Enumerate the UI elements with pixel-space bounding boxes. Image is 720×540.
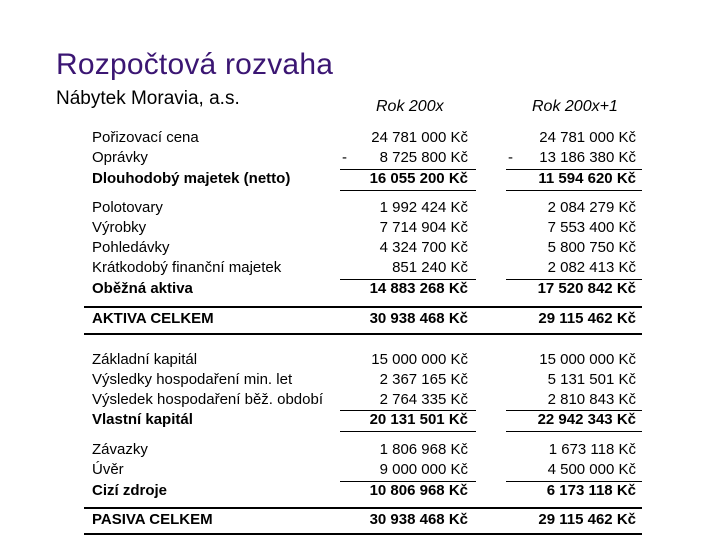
total-separator (84, 507, 642, 509)
subtotal-line (340, 431, 476, 432)
column-header-year-1: Rok 200x (376, 98, 444, 115)
value-year-1: 1 806 968 Kč (379, 441, 468, 458)
value-year-1: 30 938 468 Kč (369, 511, 468, 528)
row-label: Vlastní kapitál (92, 411, 193, 428)
value-year-1: 8 725 800 Kč (379, 149, 468, 166)
row-label: Základní kapitál (92, 351, 198, 368)
value-year-1: 30 938 468 Kč (369, 310, 468, 327)
row-label: Polotovary (92, 199, 163, 216)
row-label: Dlouhodobý majetek (netto) (92, 170, 291, 187)
table-row (92, 440, 652, 460)
value-year-1: 20 131 501 Kč (369, 411, 468, 428)
subtotal-line (506, 190, 642, 191)
value-year-1: 2 764 335 Kč (379, 391, 468, 408)
value-year-1: 24 781 000 Kč (371, 129, 468, 146)
table-row (92, 370, 652, 390)
value-year-2: 2 810 843 Kč (547, 391, 636, 408)
row-label: Pořizovací cena (92, 129, 199, 146)
value-year-2: 2 082 413 Kč (547, 259, 636, 276)
table-row (92, 390, 652, 410)
subtotal-row (92, 481, 652, 501)
row-label: Výrobky (92, 219, 147, 236)
page-title: Rozpočtová rozvaha (56, 48, 334, 81)
value-year-2: 2 084 279 Kč (547, 199, 636, 216)
table-row (92, 198, 652, 218)
table-row (92, 218, 652, 238)
value-year-1: 4 324 700 Kč (379, 239, 468, 256)
value-year-2: 5 800 750 Kč (547, 239, 636, 256)
row-label: Cizí zdroje (92, 482, 168, 499)
value-year-1: 16 055 200 Kč (369, 170, 468, 187)
value-year-1: 851 240 Kč (392, 259, 468, 276)
table-row (92, 460, 652, 480)
row-label: Pohledávky (92, 239, 170, 256)
value-year-2: 13 186 380 Kč (539, 149, 636, 166)
total-row (92, 510, 652, 530)
subtotal-line (340, 190, 476, 191)
subtotal-line (506, 431, 642, 432)
row-label: PASIVA CELKEM (92, 511, 213, 528)
row-label: Úvěr (92, 461, 124, 478)
value-year-1: 10 806 968 Kč (369, 482, 468, 499)
subtotal-row (92, 279, 652, 299)
value-year-2: 4 500 000 Kč (547, 461, 636, 478)
value-year-2: 15 000 000 Kč (539, 351, 636, 368)
value-year-1: 9 000 000 Kč (379, 461, 468, 478)
row-label: Výsledky hospodaření min. let (92, 371, 293, 388)
value-year-2: 6 173 118 Kč (546, 482, 636, 499)
company-name: Nábytek Moravia, a.s. (56, 88, 240, 109)
value-year-1: 1 992 424 Kč (379, 199, 468, 216)
value-year-2: 1 673 118 Kč (548, 441, 636, 458)
table-row (92, 350, 652, 370)
table-row (92, 128, 652, 148)
value-year-2: 11 594 620 Kč (538, 170, 636, 187)
row-label: Oběžná aktiva (92, 280, 193, 297)
value-year-2: 24 781 000 Kč (539, 129, 636, 146)
value-year-2: 5 131 501 Kč (547, 371, 636, 388)
table-row (92, 148, 652, 168)
value-year-1: 15 000 000 Kč (371, 351, 468, 368)
minus-sign: - (508, 149, 513, 166)
subtotal-row (92, 169, 652, 189)
subtotal-row (92, 410, 652, 430)
minus-sign: - (342, 149, 347, 166)
row-label: Oprávky (92, 149, 148, 166)
total-row (92, 309, 652, 329)
value-year-2: 7 553 400 Kč (547, 219, 636, 236)
row-label: AKTIVA CELKEM (92, 310, 214, 327)
value-year-2: 17 520 842 Kč (537, 280, 636, 297)
value-year-1: 2 367 165 Kč (379, 371, 468, 388)
row-label: Krátkodobý finanční majetek (92, 259, 282, 276)
value-year-2: 29 115 462 Kč (538, 310, 636, 327)
value-year-1: 14 883 268 Kč (369, 280, 468, 297)
total-separator (84, 533, 642, 535)
value-year-2: 29 115 462 Kč (538, 511, 636, 528)
table-row (92, 238, 652, 258)
column-header-year-2: Rok 200x+1 (532, 98, 618, 115)
value-year-2: 22 942 343 Kč (537, 411, 636, 428)
value-year-1: 7 714 904 Kč (379, 219, 468, 236)
row-label: Závazky (92, 441, 148, 458)
total-separator (84, 333, 642, 335)
total-separator (84, 306, 642, 308)
table-row (92, 258, 652, 278)
row-label: Výsledek hospodaření běž. období (92, 391, 323, 408)
